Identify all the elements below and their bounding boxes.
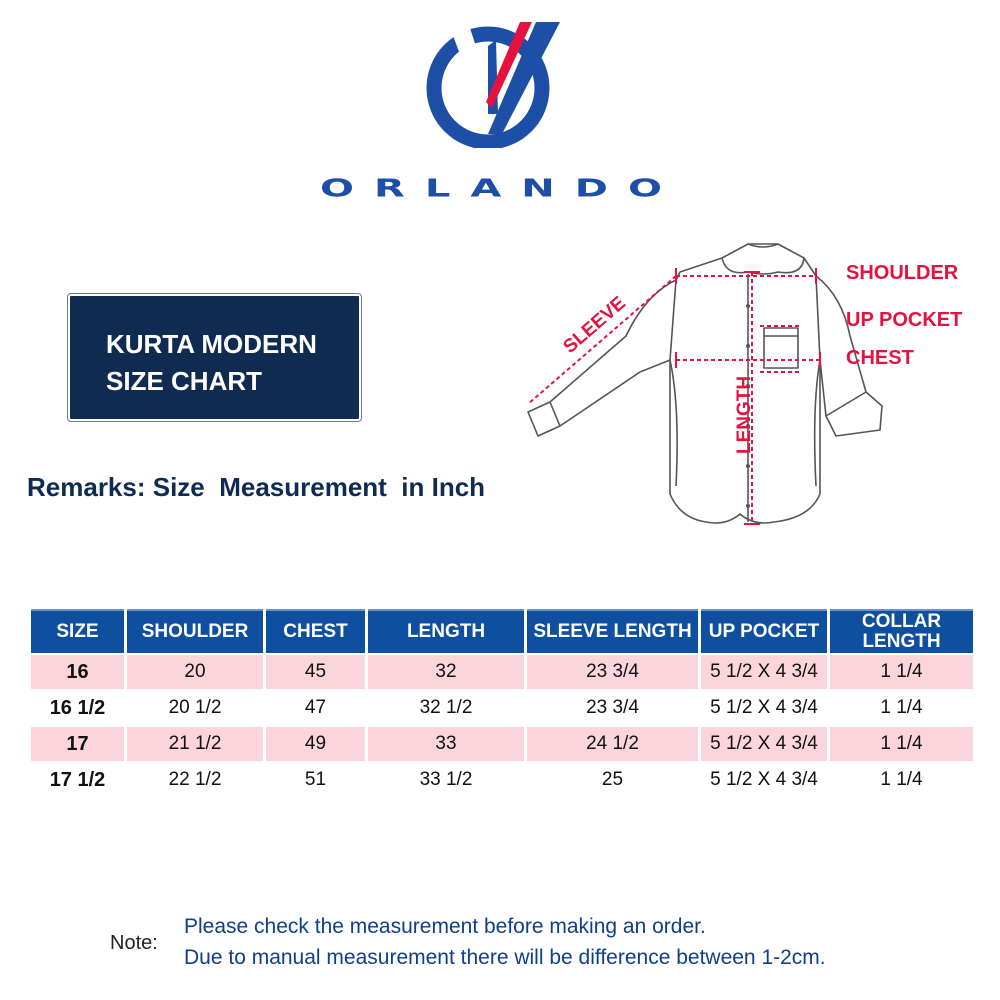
diagram-label-chest: CHEST <box>846 347 914 369</box>
cell-length: 32 1/2 <box>419 697 473 718</box>
table-row <box>31 763 973 797</box>
table-header-row <box>31 609 973 653</box>
header-sleeve-length: SLEEVE LENGTH <box>527 609 698 653</box>
header-size: SIZE <box>31 609 124 653</box>
cell-shoulder: 20 1/2 <box>168 697 222 718</box>
header-collar-length: COLLAR LENGTH <box>830 609 973 653</box>
orlando-logo-icon <box>420 18 570 148</box>
cell-sleeve-length: 24 1/2 <box>527 727 698 761</box>
cell-chest: 51 <box>304 769 327 790</box>
cell-up-pocket: 5 1/2 X 4 3/4 <box>701 655 827 689</box>
cell-chest: 47 <box>304 697 327 718</box>
diagram-label-length: LENGTH <box>734 375 755 454</box>
header-shoulder: SHOULDER <box>127 609 263 653</box>
diagram-label-up-pocket: UP POCKET <box>846 309 963 331</box>
cell-size: 17 1/2 <box>49 768 106 791</box>
diagram-label-shoulder: SHOULDER <box>846 262 959 284</box>
cell-size: 16 1/2 <box>49 696 106 719</box>
cell-size: 17 <box>31 727 124 761</box>
table-row <box>31 727 973 761</box>
cell-shoulder: 21 1/2 <box>127 727 263 761</box>
cell-length: 33 1/2 <box>419 769 473 790</box>
note-line-1: Please check the measurement before making an order. <box>184 915 706 938</box>
cell-collar-length: 1 1/4 <box>880 697 923 718</box>
note-label: Note: <box>110 932 158 954</box>
cell-collar-length: 1 1/4 <box>830 655 973 689</box>
cell-sleeve-length: 23 3/4 <box>586 697 639 718</box>
cell-sleeve-length: 25 <box>601 769 624 790</box>
cell-chest: 45 <box>266 655 365 689</box>
header-chest: CHEST <box>266 609 365 653</box>
cell-collar-length: 1 1/4 <box>880 769 923 790</box>
header-length: LENGTH <box>368 609 524 653</box>
cell-length: 32 <box>368 655 524 689</box>
cell-sleeve-length: 23 3/4 <box>527 655 698 689</box>
remarks-text: Remarks: Size Measurement in Inch <box>27 472 486 502</box>
cell-size: 16 <box>31 655 124 689</box>
size-chart-title-box <box>68 294 361 421</box>
cell-collar-length: 1 1/4 <box>830 727 973 761</box>
cell-up-pocket: 5 1/2 X 4 3/4 <box>710 697 818 718</box>
table-row <box>31 655 973 689</box>
cell-up-pocket: 5 1/2 X 4 3/4 <box>710 769 818 790</box>
diagram-label-sleeve: SLEEVE <box>559 292 630 358</box>
cell-chest: 49 <box>266 727 365 761</box>
brand-wordmark: ORLANDO <box>320 174 682 203</box>
table-row <box>31 691 973 725</box>
title-line-1: KURTA MODERN <box>106 329 317 359</box>
size-table <box>28 607 976 799</box>
cell-length: 33 <box>368 727 524 761</box>
title-line-2: SIZE CHART <box>106 366 262 396</box>
header-up-pocket: UP POCKET <box>701 609 827 653</box>
cell-shoulder: 22 1/2 <box>168 769 222 790</box>
cell-shoulder: 20 <box>127 655 263 689</box>
cell-up-pocket: 5 1/2 X 4 3/4 <box>701 727 827 761</box>
note-line-2: Due to manual measurement there will be difference between 1-2cm. <box>184 946 826 969</box>
